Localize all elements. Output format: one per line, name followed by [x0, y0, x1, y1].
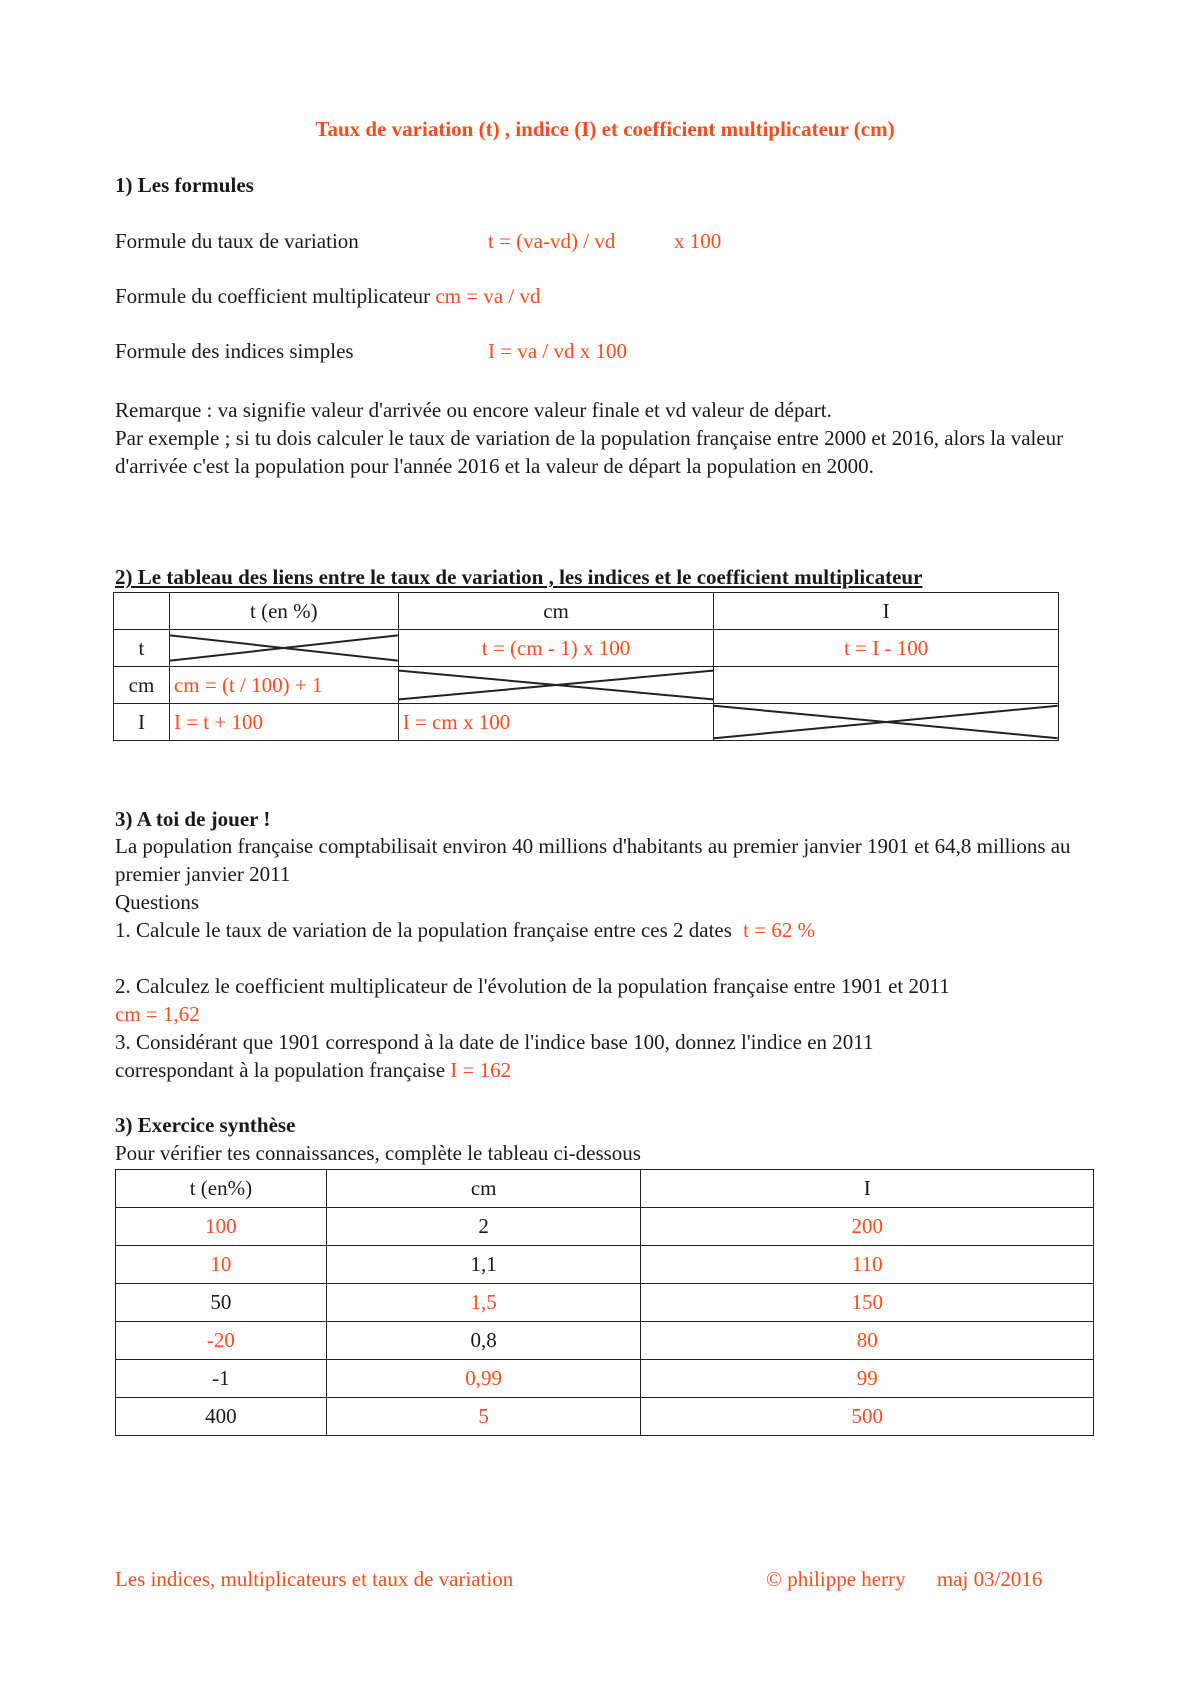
cm-cell: 5 [326, 1398, 641, 1436]
header-cell: I [714, 593, 1059, 630]
i-cell: 500 [641, 1398, 1094, 1436]
question-1 [115, 916, 1095, 944]
formula-extra: x 100 [674, 229, 722, 253]
i-cell: 150 [641, 1284, 1094, 1322]
question-text: correspondant à la population française [115, 1058, 446, 1082]
header-cell: cm [326, 1170, 641, 1208]
cm-cell: 1,5 [326, 1284, 641, 1322]
formula-cell: cm = (t / 100) + 1 [169, 667, 398, 704]
cm-cell: 0,8 [326, 1322, 641, 1360]
table-row [116, 1322, 1094, 1360]
question-3 [115, 1028, 1095, 1084]
t-cell: 50 [116, 1284, 327, 1322]
synthesis-intro: Pour vérifier tes connaissances, complète le tableau ci-dessous [115, 1141, 641, 1165]
t-cell: 400 [116, 1398, 327, 1436]
section-1-heading: 1) Les formules [115, 173, 254, 197]
formula-label: Formule du coefficient multiplicateur [115, 284, 431, 308]
formula-label: Formule du taux de variation [115, 229, 359, 253]
header-cell: t (en%) [116, 1170, 327, 1208]
formula-cell: t = I - 100 [714, 630, 1059, 667]
question-text: 2. Calculez le coefficient multiplicateur de l'évolution de la population française entre 1901 et 2011 [115, 974, 950, 998]
header-cell: t (en %) [169, 593, 398, 630]
header-cell: cm [398, 593, 714, 630]
formula-label: Formule des indices simples [115, 339, 354, 363]
exercise-paragraph [115, 832, 1095, 1084]
synthesis-table [115, 1169, 1094, 1436]
row-label: I [114, 704, 170, 741]
answer-text: I = 162 [450, 1058, 512, 1082]
formula-cell: I = cm x 100 [398, 704, 714, 741]
cm-cell: 1,1 [326, 1246, 641, 1284]
footer-credits [766, 1567, 1042, 1592]
copyright-text: © philippe herry [766, 1567, 906, 1591]
crossed-out-cell [398, 667, 714, 704]
question-text: 3. Considérant que 1901 correspond à la date de l'indice base 100, donnez l'indice en 2011 [115, 1030, 874, 1054]
formula-value: t = (va-vd) / vd [488, 229, 616, 253]
formula-row-coefficient [115, 284, 541, 309]
formula-cell: I = t + 100 [169, 704, 398, 741]
empty-cell [714, 667, 1059, 704]
answer-text: t = 62 % [743, 918, 816, 942]
table-row [116, 1284, 1094, 1322]
t-cell: 10 [116, 1246, 327, 1284]
i-cell: 200 [641, 1208, 1094, 1246]
document-title: Taux de variation (t) , indice (I) et coefficient multiplicateur (cm) [315, 117, 895, 141]
table-row [116, 1246, 1094, 1284]
header-cell [114, 593, 170, 630]
question-text: 1. Calcule le taux de variation de la population française entre ces 2 dates [115, 918, 732, 942]
table-row [116, 1398, 1094, 1436]
table-row [114, 667, 1059, 704]
crossed-out-cell [714, 704, 1059, 741]
table-header-row [114, 593, 1059, 630]
table-row [116, 1208, 1094, 1246]
section-4-heading: 3) Exercice synthèse [115, 1113, 296, 1137]
formula-cell: t = (cm - 1) x 100 [398, 630, 714, 667]
t-cell: -20 [116, 1322, 327, 1360]
header-cell: I [641, 1170, 1094, 1208]
answer-text: cm = 1,62 [115, 1002, 200, 1026]
table-header-row [116, 1170, 1094, 1208]
section-3-heading: 3) A toi de jouer ! [115, 807, 271, 831]
t-cell: -1 [116, 1360, 327, 1398]
cm-cell: 0,99 [326, 1360, 641, 1398]
i-cell: 110 [641, 1246, 1094, 1284]
row-label: cm [114, 667, 170, 704]
formula-value: cm = va / vd [435, 284, 541, 308]
table-row [116, 1360, 1094, 1398]
update-date: maj 03/2016 [936, 1567, 1043, 1591]
row-label: t [114, 630, 170, 667]
exercise-intro: La population française comptabilisait environ 40 millions d'habitants au premier janvier 1901 et 64,8 millions au premier janvier 2011 [115, 834, 1071, 886]
footer-title: Les indices, multiplicateurs et taux de variation [115, 1567, 514, 1591]
remark-paragraph [115, 396, 1095, 480]
formula-row-index [115, 339, 627, 364]
example-text: Par exemple ; si tu dois calculer le taux de variation de la population française entre 2000 et 2016, alors la valeur d'arrivée c'est la population pour l'année 2016 et la valeur de départ la population en 2000. [115, 426, 1064, 478]
t-cell: 100 [116, 1208, 327, 1246]
question-2 [115, 972, 1095, 1028]
links-table [113, 592, 1059, 741]
i-cell: 99 [641, 1360, 1094, 1398]
formula-value: I = va / vd x 100 [488, 339, 627, 363]
section-2-heading: 2) Le tableau des liens entre le taux de variation , les indices et le coefficient multiplicateur [115, 565, 923, 589]
table-row [114, 704, 1059, 741]
formula-row-rate [115, 229, 722, 254]
i-cell: 80 [641, 1322, 1094, 1360]
questions-label: Questions [115, 890, 199, 914]
cm-cell: 2 [326, 1208, 641, 1246]
crossed-out-cell [169, 630, 398, 667]
remark-line: Remarque : va signifie valeur d'arrivée ou encore valeur finale et vd valeur de départ. [115, 398, 832, 422]
table-row [114, 630, 1059, 667]
